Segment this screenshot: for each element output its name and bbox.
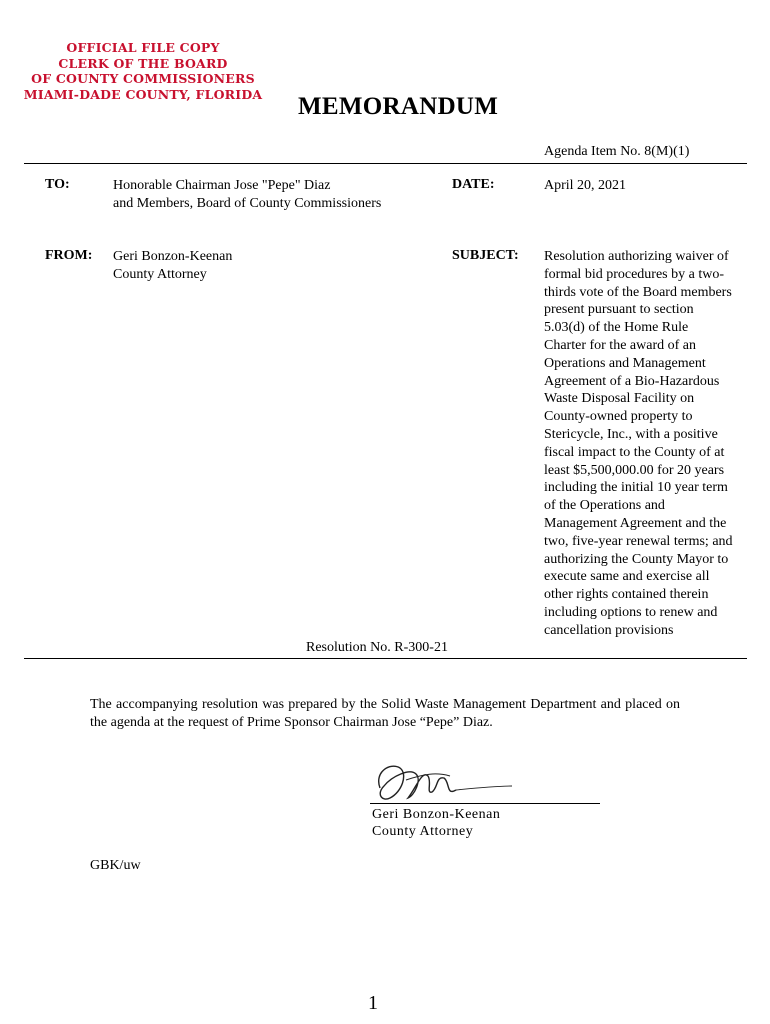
subject-line: Resolution authorizing waiver of [544, 249, 729, 264]
header-divider-top [24, 163, 747, 164]
signatory-title: County Attorney [372, 824, 474, 839]
subject-line: other rights contained therein [544, 587, 709, 603]
memo-title: MEMORANDUM [298, 93, 499, 120]
memo-body: The accompanying resolution was prepared by the Solid Waste Management Department and placed on the agenda at the request of Prime Sponsor Chairman Jose “Pepe” Diaz. [90, 697, 680, 730]
from-line: County Attorney [113, 266, 207, 282]
to-line: and Members, Board of County Commissioners [113, 195, 382, 211]
date-value: April 20, 2021 [544, 178, 627, 193]
agenda-item-number: Agenda Item No. 8(M)(1) [544, 144, 690, 159]
to-line: Honorable Chairman Jose "Pepe" Diaz [113, 178, 331, 193]
header-divider-bottom [24, 658, 747, 659]
subject-label: SUBJECT: [452, 248, 519, 263]
subject-line: formal bid procedures by a two- [544, 266, 724, 282]
page-number: 1 [368, 992, 378, 1014]
stamp-line: OF COUNTY COMMISSIONERS [31, 71, 255, 86]
subject-line: including the initial 10 year term [544, 480, 728, 496]
subject-line: two, five-year renewal terms; and [544, 533, 733, 549]
subject-line: Management Agreement and the [544, 515, 727, 531]
to-recipient [113, 177, 381, 213]
signatory-name: Geri Bonzon-Keenan [372, 807, 501, 822]
typist-initials: GBK/uw [90, 858, 141, 873]
handwritten-signature [366, 758, 606, 808]
subject-line: execute same and exercise all [544, 569, 710, 585]
stamp-line: OFFICIAL FILE COPY [66, 40, 220, 55]
resolution-number: Resolution No. R-300-21 [306, 640, 448, 655]
subject-line: authorizing the County Mayor to [544, 551, 729, 567]
subject-line: present pursuant to section [544, 302, 694, 318]
signature-block [372, 806, 500, 840]
from-sender [113, 248, 232, 284]
subject-line: Waste Disposal Facility on [544, 391, 695, 407]
stamp-line: MIAMI-DADE COUNTY, FLORIDA [23, 86, 263, 102]
subject-line: Charter for the award of an [544, 337, 696, 353]
subject-line: thirds vote of the Board members [544, 284, 732, 300]
subject-line: Agreement of a Bio-Hazardous [544, 373, 720, 389]
subject-line: fiscal impact to the County of at [544, 444, 725, 460]
from-label: FROM: [45, 248, 93, 263]
from-line: Geri Bonzon-Keenan [113, 249, 233, 264]
subject-line: cancellation provisions [544, 622, 674, 638]
subject-line: of the Operations and [544, 498, 665, 514]
subject-line: Operations and Management [544, 355, 706, 371]
subject-text [544, 248, 733, 640]
date-label: DATE: [452, 177, 495, 192]
subject-line: least $5,500,000.00 for 20 years [544, 462, 725, 478]
stamp-line: CLERK OF THE BOARD [58, 55, 228, 71]
official-file-copy-stamp [18, 40, 268, 102]
subject-line: 5.03(d) of the Home Rule [544, 320, 689, 336]
subject-line: County-owned property to [544, 409, 693, 425]
signature-line [370, 803, 600, 804]
to-label: TO: [45, 177, 70, 192]
subject-line: including options to renew and [544, 604, 718, 620]
subject-line: Stericycle, Inc., with a positive [544, 426, 718, 442]
